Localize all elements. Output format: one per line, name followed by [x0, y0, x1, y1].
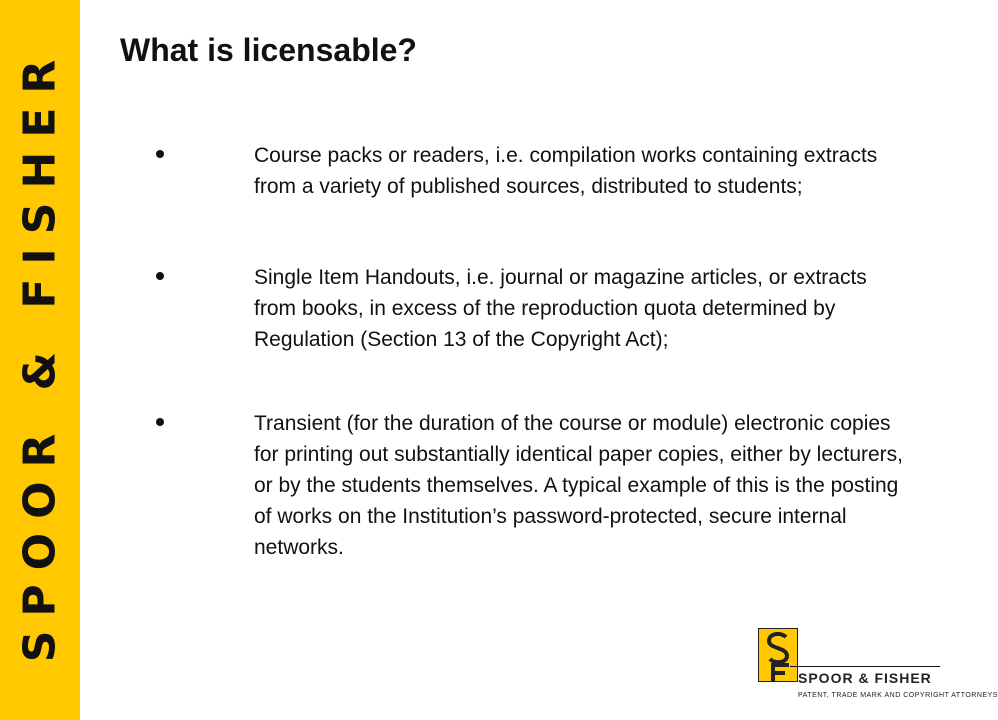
slide-title: What is licensable?	[120, 32, 417, 68]
bullet-dot-icon	[156, 272, 164, 280]
logo-company-name: SPOOR & FISHER	[798, 670, 932, 686]
logo-tagline: PATENT, TRADE MARK AND COPYRIGHT ATTORNEYS	[798, 692, 998, 699]
bullet-text: Transient (for the duration of the course or module) electronic copies for printing out substantially identical paper copies, either by lecturers, or by the students themselves. A typical example of this is the posting of works on the Institution’s password-protected, secure internal networks.	[254, 412, 904, 559]
logo-divider	[790, 666, 940, 667]
bullet-dot-icon	[156, 418, 164, 426]
sf-monogram-icon	[758, 628, 798, 682]
bullet-text: Single Item Handouts, i.e. journal or magazine articles, or extracts from books, in excess of the reproduction quota determined by Regulation (Section 13 of the Copyright Act);	[254, 266, 867, 351]
brand-sidebar	[0, 0, 80, 720]
sidebar-brand-text: SPOOR & FISHER	[14, 45, 66, 663]
bullet-text: Course packs or readers, i.e. compilation works containing extracts from a variety of published sources, distributed to students;	[254, 144, 878, 198]
company-logo	[758, 628, 998, 708]
bullet-dot-icon	[156, 150, 164, 158]
